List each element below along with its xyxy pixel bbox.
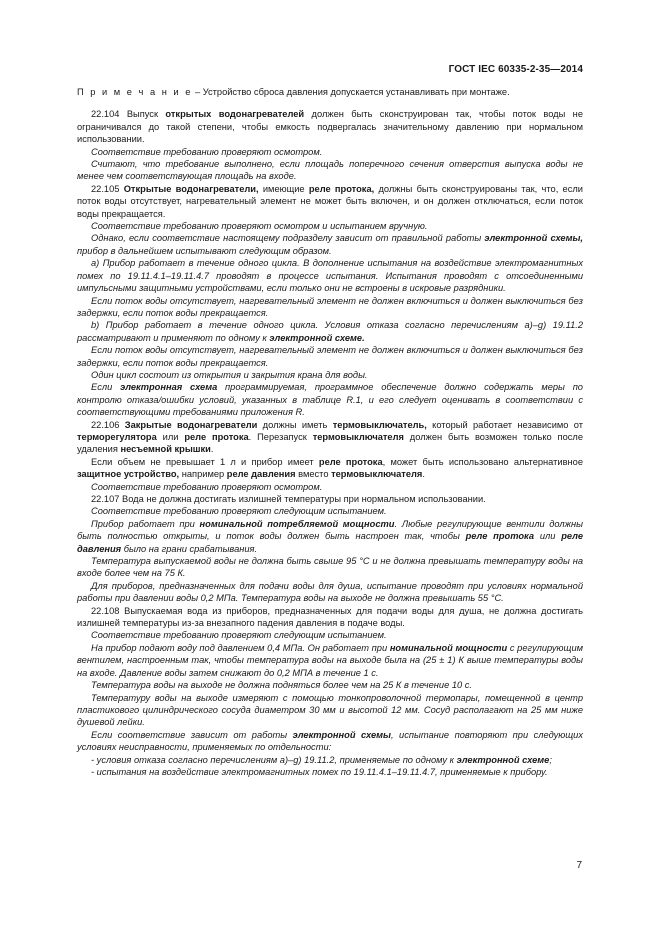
text-segment: например bbox=[179, 469, 227, 480]
term-bold: номинальной мощности bbox=[389, 642, 508, 653]
paragraph bbox=[77, 642, 583, 679]
text-segment: Соответствие требованию проверяют осмотром и испытанием вручную. bbox=[91, 221, 428, 232]
text-segment: или bbox=[156, 431, 185, 442]
text-segment: который работает независимо от bbox=[426, 419, 583, 430]
paragraph bbox=[77, 381, 583, 418]
text-segment: 22.107 Вода не должна достигать излишней температуры при нормальном использовании. bbox=[91, 494, 486, 504]
term-bold: Открытые водонагреватели, bbox=[123, 183, 259, 194]
text-segment: должны иметь bbox=[257, 419, 333, 430]
term-bold: реле давления bbox=[77, 531, 583, 554]
term-bold: термовыключателя bbox=[312, 431, 404, 442]
text-segment: или bbox=[534, 531, 562, 542]
text-segment: Температура воды на выходе не должна подняться более чем на 25 К в течение 10 с. bbox=[91, 680, 472, 691]
text-segment: Если соответствие зависит от работы bbox=[91, 729, 293, 740]
paragraph bbox=[77, 319, 583, 344]
text-segment: - условия отказа согласно перечислениям а)–g) 19.11.2, применяемые по одному к bbox=[91, 754, 457, 765]
term-bold: реле протока bbox=[184, 431, 249, 442]
paragraph bbox=[77, 232, 583, 257]
paragraph bbox=[77, 481, 583, 493]
term-bold: электронная схема bbox=[120, 382, 218, 393]
text-segment: Если поток воды отсутствует, нагревательный элемент не должен включиться и должен выключиться без задержки, если поток воды прекращается. bbox=[77, 345, 583, 368]
paragraph bbox=[77, 108, 583, 145]
text-segment: Температуру воды на выходе измеряют с помощью тонкопроволочной термопары, помещенной в центр пластикового цилиндрического сосуда диаметром 30 мм и высотой 12 мм. Сосуд располагают на 25 мм ниже душевой лейки. bbox=[77, 692, 583, 728]
text-segment: b) Прибор работает в течение одного цикла. Условия отказа согласно перечислениям а)–g) 19.11.2 рассматривают и применяют по одному к bbox=[77, 320, 583, 343]
text-segment: , испытание повторяют при следующих условиях неисправности, применяемых по отдельности: bbox=[77, 729, 583, 753]
paragraph bbox=[77, 518, 583, 555]
text-segment: 22.105 bbox=[91, 183, 124, 194]
text-segment: Соответствие требованию проверяют осмотром. bbox=[91, 481, 323, 492]
text-segment: а) Прибор работает в течение одного цикла. В дополнение испытания на воздействие электромагнитных помех по 19.11.4.1–19.11.4.7 проводят в процессе испытания. Испытания проводят с отсоединенными импульсными защитными устройствами, если только они не встроены в искровые разрядники. bbox=[77, 258, 583, 294]
standard-header: ГОСТ IEC 60335-2-35—2014 bbox=[448, 64, 583, 75]
text-segment: - испытания на воздействие электромагнитных помех по 19.11.4.1–19.11.4.7, применяемые к прибору. bbox=[91, 766, 548, 777]
paragraph bbox=[77, 295, 583, 320]
term-bold: термовыключателя bbox=[331, 469, 423, 480]
paragraph bbox=[77, 344, 583, 369]
text-segment: Соответствие требованию проверяют осмотром. bbox=[91, 146, 323, 157]
term-bold: открытых водонагревателей bbox=[165, 109, 305, 120]
term-bold: защитное устройство, bbox=[77, 469, 180, 480]
paragraph bbox=[77, 257, 583, 294]
note-text: – Устройство сброса давления допускается устанавливать при монтаже. bbox=[192, 87, 510, 97]
text-segment: 22.106 bbox=[91, 419, 125, 430]
paragraph bbox=[77, 555, 583, 580]
text-segment: 22.104 Выпуск bbox=[91, 109, 166, 120]
text-segment: программируемая, программное обеспечение должно содержать меры по контролю отказа/ошибки условий, указанных в таблице R.1, и его следует оценивать в соответствии с соответствующими требованиями приложения R. bbox=[77, 382, 583, 418]
note bbox=[77, 86, 583, 98]
text-segment: Для приборов, предназначенных для подачи воды для душа, испытание проводят при условиях нормальной работы при давлении воды 0,2 МПа. Температура воды на выходе не должна превышать 55 °С. bbox=[77, 580, 583, 604]
text-segment: вместо bbox=[295, 469, 332, 480]
text-segment: На прибор подают воду под давлением 0,4 МПа. Он работает при bbox=[91, 642, 390, 653]
paragraph bbox=[77, 629, 583, 641]
paragraph bbox=[77, 605, 583, 630]
text-segment: Если поток воды отсутствует, нагревательный элемент не должен включиться и должен выключиться без задержки, если поток воды прекращается. bbox=[77, 295, 583, 318]
text-segment: должны быть сконструированы так, что, если поток воды отсутствует, нагревательный элемент не может быть включен, и он должен отключаться, если поток воды прекращается. bbox=[77, 183, 583, 219]
paragraph bbox=[77, 729, 583, 754]
text-segment: . Перезапуск bbox=[248, 431, 313, 442]
term-bold: реле давления bbox=[226, 469, 296, 480]
text-segment: . Любые регулирующие вентили должны быть полностью открыты, и поток воды должен быть настроен так, чтобы bbox=[77, 518, 583, 542]
text-segment: было на грани срабатывания. bbox=[121, 543, 258, 554]
term-bold: номинальной потребляемой мощности bbox=[199, 518, 395, 529]
page-body bbox=[77, 86, 583, 778]
term-bold: терморегулятора bbox=[77, 431, 157, 442]
paragraph bbox=[77, 692, 583, 729]
term-bold: электронной схеме. bbox=[269, 332, 365, 343]
text-segment: Соответствие требованию проверяют следующим испытанием. bbox=[91, 506, 387, 517]
term-bold: реле протока bbox=[318, 456, 383, 467]
paragraph bbox=[77, 766, 583, 778]
paragraph bbox=[77, 505, 583, 517]
text-segment: Соответствие требованию проверяют следующим испытанием. bbox=[91, 630, 387, 641]
paragraph bbox=[77, 220, 583, 232]
paragraph bbox=[77, 580, 583, 605]
term-bold: несъемной крышки bbox=[120, 444, 211, 455]
paragraph bbox=[77, 754, 583, 766]
text-segment: Однако, если соответствие настоящему подразделу зависит от правильной работы bbox=[91, 233, 485, 244]
paragraph bbox=[77, 493, 583, 505]
paragraph bbox=[77, 419, 583, 456]
text-segment: ; bbox=[549, 754, 552, 765]
text-segment: , может быть использовано альтернативное bbox=[382, 456, 584, 467]
term-bold: электронной схемы, bbox=[484, 233, 584, 244]
term-bold: термовыключатель, bbox=[332, 419, 427, 430]
paragraphs bbox=[77, 108, 583, 778]
text-segment: Температура выпускаемой воды не должна быть свыше 95 °С и не должна превышать температуру воды на входе более чем на 75 К. bbox=[77, 556, 583, 579]
paragraph bbox=[77, 369, 583, 381]
text-segment: Прибор работает при bbox=[91, 518, 200, 529]
note-label: П р и м е ч а н и е bbox=[77, 87, 193, 97]
text-segment: имеющие bbox=[258, 183, 309, 194]
text-segment: прибор в дальнейшем испытывают следующим образом. bbox=[77, 245, 332, 256]
text-segment: должен быть возможен только после удаления bbox=[77, 431, 584, 455]
term-bold: электронной схемы bbox=[292, 729, 391, 740]
paragraph bbox=[77, 146, 583, 158]
paragraph bbox=[77, 158, 583, 183]
text-segment: с регулирующим вентилем, настроенным так, чтобы температура воды на выходе была на (25 ± 1) К выше температуры воды на входе. Давление воды затем снижают до 0,2 МПА в течение 1 с. bbox=[77, 642, 583, 678]
text-segment: . bbox=[422, 469, 425, 480]
text-segment: Если bbox=[91, 382, 121, 393]
paragraph bbox=[77, 679, 583, 691]
text-segment: должен быть сконструирован так, чтобы поток воды не ограничивался до такой степени, чтобы емкость подвергалась значительному давлению при нормальном использовании. bbox=[77, 109, 583, 145]
term-bold: реле протока, bbox=[308, 183, 375, 194]
paragraph bbox=[77, 456, 583, 481]
term-bold: реле протока bbox=[465, 531, 535, 542]
page-number: 7 bbox=[576, 860, 582, 871]
text-segment: Один цикл состоит из открытия и закрытия крана для воды. bbox=[91, 369, 368, 380]
text-segment: Если объем не превышает 1 л и прибор имеет bbox=[91, 456, 319, 467]
text-segment: Считают, что требование выполнено, если площадь поперечного сечения отверстия выпуска воды не менее чем соответствующая площадь на входе. bbox=[77, 159, 583, 182]
text-segment: . bbox=[210, 444, 214, 455]
term-bold: электронной схеме bbox=[456, 754, 550, 765]
text-segment: 22.108 Выпускаемая вода из приборов, предназначенных для подачи воды для душа, не должна достигать излишней температуры из-за внезапного падения давления в подаче воды. bbox=[77, 605, 583, 629]
term-bold: Закрытые водонагреватели bbox=[124, 419, 258, 430]
paragraph bbox=[77, 183, 583, 220]
